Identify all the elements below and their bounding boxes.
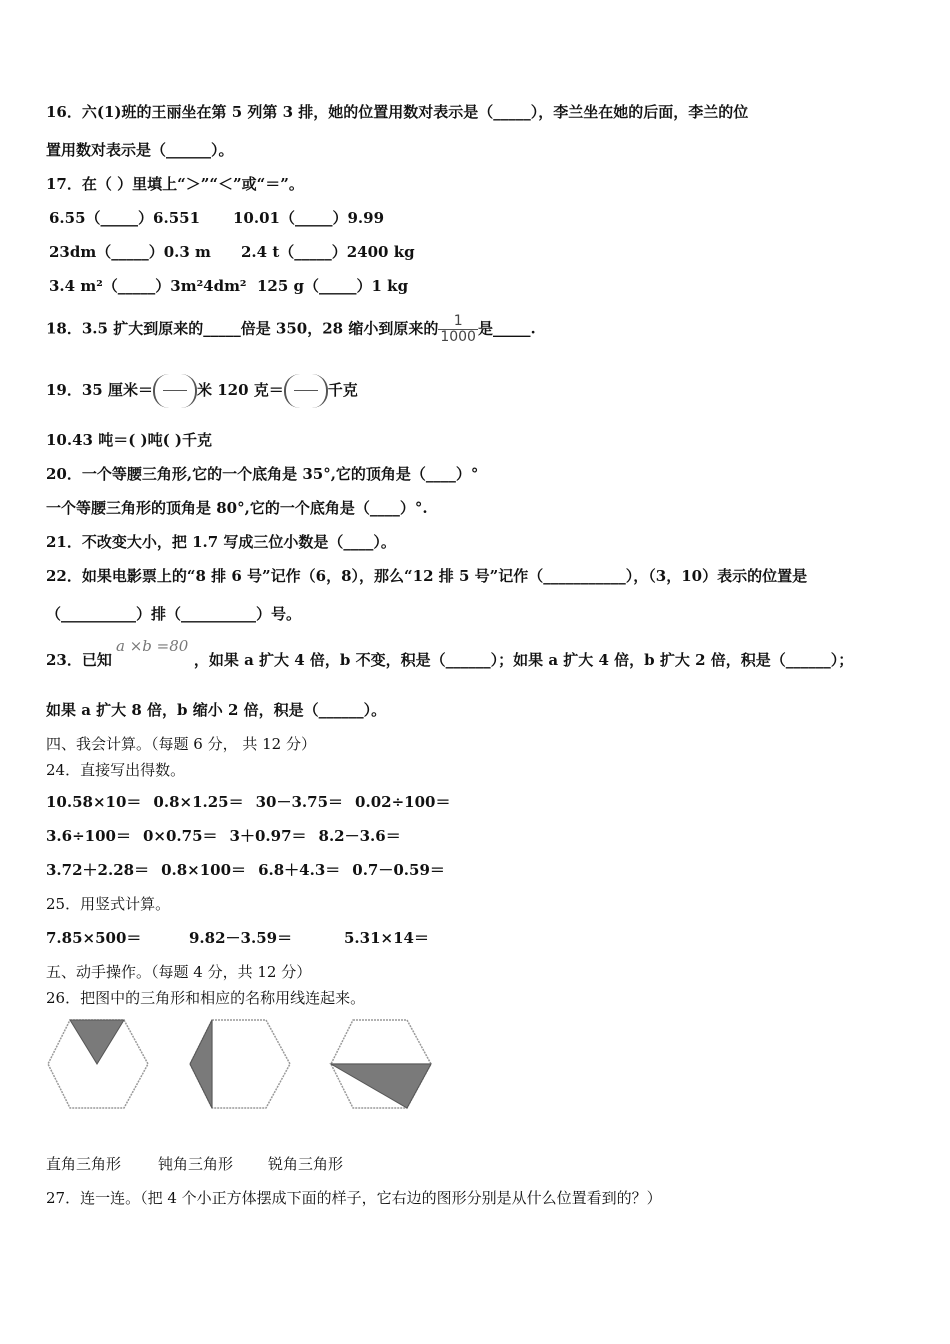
- q17-row3: [49, 276, 408, 296]
- q24-r2c4: 8.2－3.6＝: [318, 827, 401, 845]
- hexagon-figure-2: [188, 1018, 292, 1112]
- q17-row2: [49, 242, 415, 262]
- section4-heading: 四、我会计算。（每题 6 分， 共 12 分）: [46, 735, 316, 753]
- q17-row1-item2: 10.01（_____）9.99: [233, 209, 385, 227]
- q19-line2: 10.43 吨＝( )吨( )千克: [46, 431, 213, 449]
- q24-title: 24．直接写出得数。: [46, 761, 186, 779]
- q26-label-obtuse[interactable]: 钝角三角形: [158, 1155, 234, 1173]
- q18-after: 是_____.: [477, 319, 536, 338]
- hexagon-figure-3: [329, 1018, 433, 1112]
- q17-row3-item2: 125 g（_____）1 kg: [257, 277, 409, 295]
- q17-title: 17．在（ ）里填上“＞”“＜”或“＝”。: [46, 175, 304, 193]
- q16-line2: 置用数对表示是（______）。: [46, 141, 234, 159]
- q19-fraction-blank-2[interactable]: [284, 374, 328, 408]
- q18-before: 18．3.5 扩大到原来的_____倍是 350，28 缩小到原来的: [46, 319, 439, 338]
- q17-row3-item1: 3.4 m²（_____）3m²4dm²: [49, 277, 247, 295]
- q25-item2: 9.82－3.59＝: [189, 929, 293, 947]
- q24-r1c3: 30－3.75＝: [255, 793, 344, 811]
- q27-title: 27．连一连。（把 4 个小正方体摆成下面的样子，它右边的图形分别是从什么位置看到的？）: [46, 1189, 662, 1207]
- q19-fraction-blank-1[interactable]: [153, 374, 197, 408]
- q25-item1: 7.85×500＝: [46, 929, 142, 947]
- q24-r3c3: 6.8＋4.3＝: [258, 861, 341, 879]
- q17-row1-item1: 6.55（_____）6.551: [49, 209, 201, 227]
- q24-row1: [46, 792, 450, 812]
- q20-line2: 一个等腰三角形的顶角是 80°,它的一个底角是（____）°.: [46, 499, 428, 517]
- q18-frac-num: 1: [438, 314, 478, 330]
- q23-line1: [46, 650, 853, 670]
- q19-part1: 19．35 厘米＝: [46, 381, 153, 399]
- q21-line: 21．不改变大小，把 1.7 写成三位小数是（____）。: [46, 533, 396, 551]
- q24-r3c1: 3.72＋2.28＝: [46, 861, 150, 879]
- q26-label-right[interactable]: 直角三角形: [46, 1155, 122, 1173]
- q24-r1c4: 0.02÷100＝: [355, 793, 451, 811]
- q24-r3c2: 0.8×100＝: [161, 861, 247, 879]
- q24-row3: [46, 860, 445, 880]
- q25-item3: 5.31×14＝: [344, 929, 429, 947]
- q18-fraction: [438, 314, 478, 345]
- q24-r2c2: 0×0.75＝: [142, 827, 218, 845]
- q22-line1: 22．如果电影票上的“8 排 6 号”记作（6，8），那么“12 排 5 号”记作（___________），（3，10）表示的位置是: [46, 567, 808, 585]
- q24-row2: [46, 826, 401, 846]
- q16-line1: 16．六(1)班的王丽坐在第 5 列第 3 排，她的位置用数对表示是（_____），李兰坐在她的后面，李兰的位: [46, 103, 749, 121]
- q22-line2: （__________）排（__________）号。: [46, 605, 302, 623]
- section5-heading: 五、动手操作。（每题 4 分，共 12 分）: [46, 963, 312, 981]
- q17-row2-item1: 23dm（_____）0.3 m: [49, 243, 211, 261]
- q24-r1c2: 0.8×1.25＝: [153, 793, 244, 811]
- q26-labels: [46, 1154, 343, 1174]
- q18-line: [46, 314, 536, 345]
- q23-formula: a ×b =80: [116, 637, 189, 655]
- q24-r2c3: 3＋0.97＝: [229, 827, 307, 845]
- q19-part3: 千克: [327, 381, 358, 399]
- q24-r1c1: 10.58×10＝: [46, 793, 142, 811]
- q19-line1: [46, 372, 358, 408]
- q26-label-acute[interactable]: 锐角三角形: [268, 1155, 344, 1173]
- hexagon-figure-1: [46, 1018, 150, 1112]
- q24-r2c1: 3.6÷100＝: [46, 827, 131, 845]
- shaded-triangle-3[interactable]: [331, 1064, 431, 1108]
- q19-part2: 米 120 克＝: [196, 381, 284, 399]
- q23-prefix: 23．已知: [46, 651, 112, 669]
- shaded-triangle-1[interactable]: [70, 1020, 124, 1064]
- q23-line2: 如果 a 扩大 8 倍，b 缩小 2 倍，积是（______）。: [46, 701, 387, 719]
- q26-title: 26．把图中的三角形和相应的名称用线连起来。: [46, 989, 366, 1007]
- q20-line1: 20．一个等腰三角形,它的一个底角是 35°,它的顶角是（____）°: [46, 465, 479, 483]
- q17-row1: [49, 208, 384, 228]
- q25-row: [46, 928, 429, 948]
- shaded-triangle-2[interactable]: [190, 1020, 212, 1108]
- q25-title: 25．用竖式计算。: [46, 895, 171, 913]
- q17-row2-item2: 2.4 t（_____）2400 kg: [241, 243, 415, 261]
- q24-r3c4: 0.7－0.59＝: [352, 861, 445, 879]
- q23-text: ，如果 a 扩大 4 倍，b 不变，积是（______）；如果 a 扩大 4 倍，b 扩大 2 倍，积是（______）；: [193, 651, 854, 669]
- q18-frac-den: 1000: [440, 329, 476, 345]
